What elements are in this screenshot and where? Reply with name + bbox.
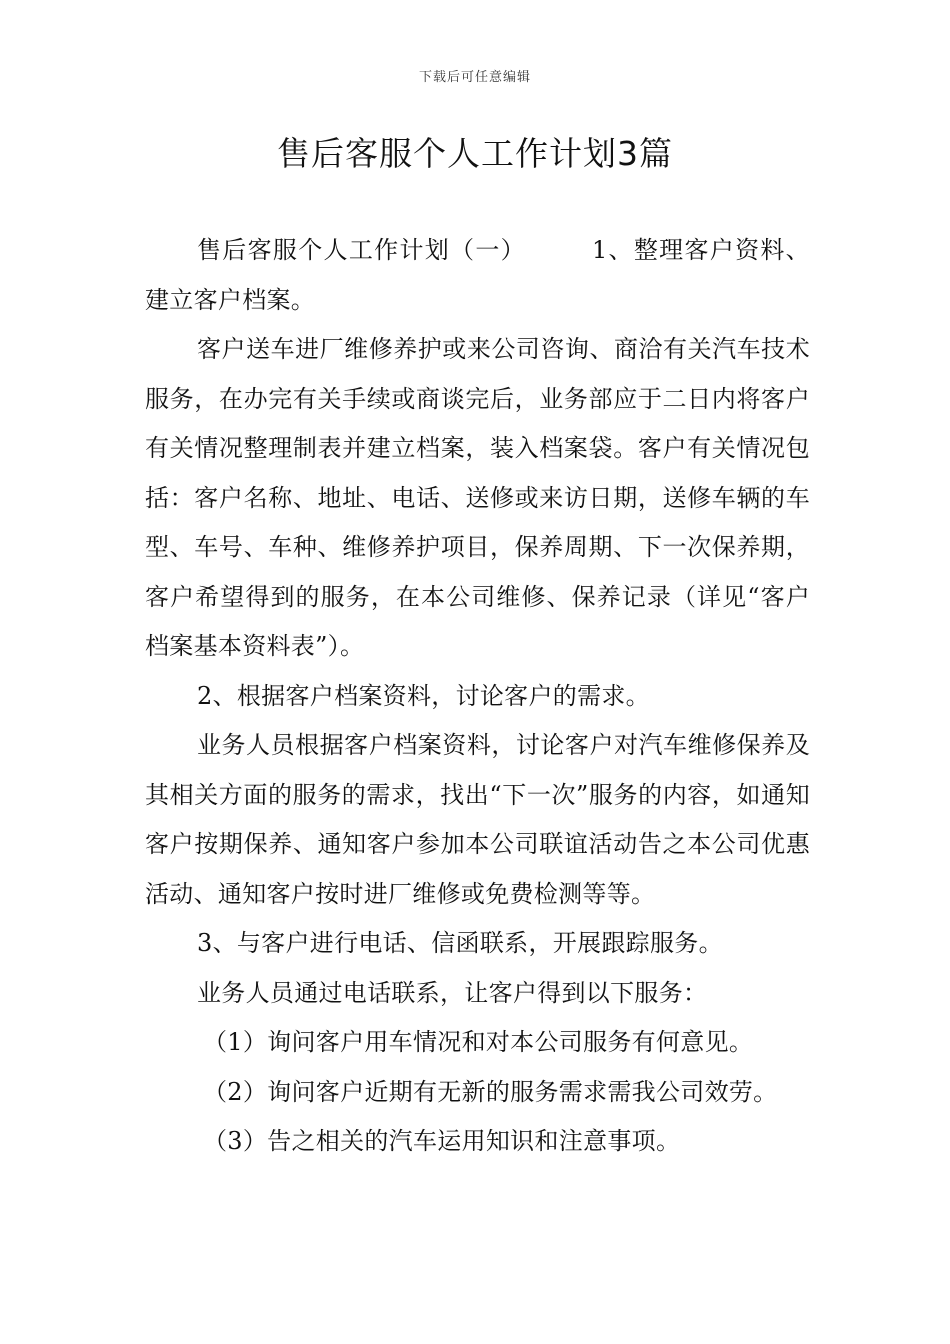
paragraph-client-records: 客户送车进厂维修养护或来公司咨询、商洽有关汽车技术服务，在办完有关手续或商谈完后，业务部应于二日内将客户有关情况整理制表并建立档案，装入档案袋。客户有关情况包括：客户名称、地址、电话、送修或来访日期，送修车辆的车型、车号、车种、维修养护项目，保养周期、下一次保养期，客户希望得到的服务，在本公司维修、保养记录（详见“客户档案基本资料表”）。 (145, 335, 810, 660)
list-item-1: （1）询问客户用车情况和对本公司服务有何意见。 (203, 1028, 754, 1056)
document-title: 售后客服个人工作计划3篇 (277, 134, 673, 173)
header-note: 下载后可任意编辑 (418, 70, 531, 85)
list-item-3: （3）告之相关的汽车运用知识和注意事项。 (203, 1127, 681, 1155)
intro-paragraph (145, 226, 810, 325)
paragraph-phone-service: 业务人员通过电话联系，让客户得到以下服务： (197, 978, 708, 1007)
intro-heading: 售后客服个人工作计划（一） (197, 236, 526, 264)
intro-point: 1、整理客户资料、建立客户档案。 (145, 236, 810, 314)
document-body (145, 226, 810, 1167)
paragraph-point-3: 3、与客户进行电话、信函联系，开展跟踪服务。 (197, 929, 723, 957)
paragraph-point-2: 2、根据客户档案资料，讨论客户的需求。 (197, 681, 650, 710)
paragraph-client-needs: 业务人员根据客户档案资料，讨论客户对汽车维修保养及其相关方面的服务的需求，找出“下一次”服务的内容，如通知客户按期保养、通知客户参加本公司联谊活动告之本公司优惠活动、通知客户按时进厂维修或免费检测等等。 (145, 731, 810, 908)
list-item-2: （2）询问客户近期有无新的服务需求需我公司效劳。 (203, 1077, 778, 1106)
